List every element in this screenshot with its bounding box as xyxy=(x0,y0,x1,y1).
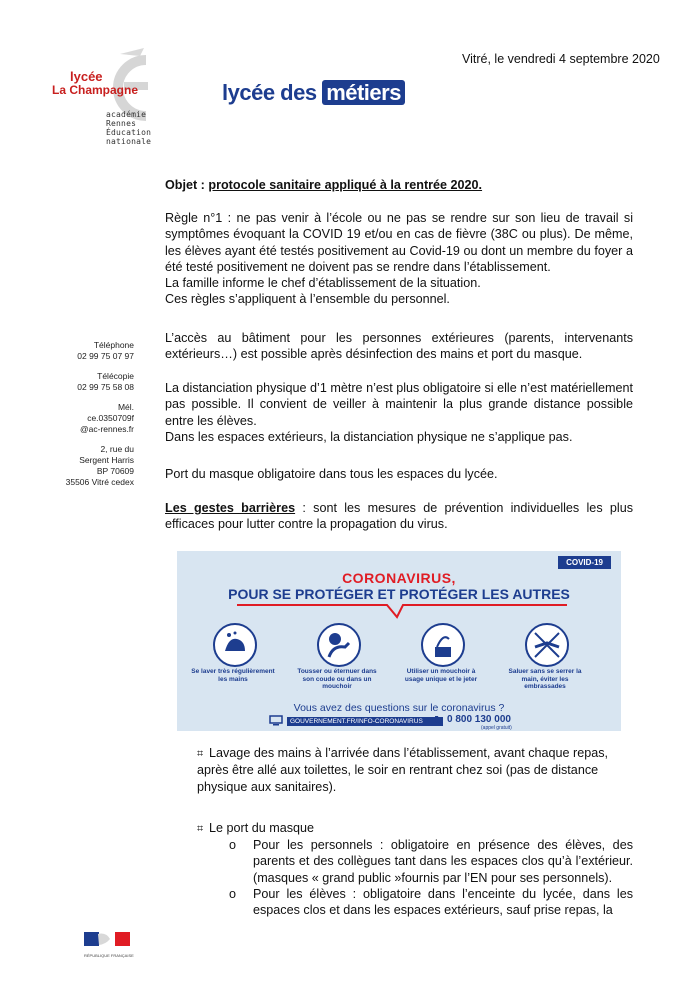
bullet-mask xyxy=(197,820,633,837)
mail-line1: ce.0350709f xyxy=(87,413,134,423)
distance-block xyxy=(165,380,633,445)
speech-line-icon xyxy=(237,603,567,619)
bullet-handwash xyxy=(197,745,633,795)
infographic-phone-note: (appel gratuit) xyxy=(481,725,512,731)
gestures-text: : sont les mesures de prévention individuelles les plus efficaces pour lutter contre la propagation du virus. xyxy=(165,501,634,532)
mask-sub-list xyxy=(229,837,633,918)
no-handshake-icon xyxy=(525,623,569,667)
metiers-logo-part2: métiers xyxy=(322,80,405,105)
french-flag-icon xyxy=(84,930,130,948)
lycee-des-metiers-logo xyxy=(222,70,408,120)
fax-label: Télécopie xyxy=(97,371,134,381)
logo-sub: académie Rennes Éducation nationale xyxy=(106,110,152,146)
rule1-text: Règle n°1 : ne pas venir à l’école ou ne pas se rendre sur son lieu de travail si symptômes évoquant la COVID 19 et/ou en cas de fièvre (38C ou plus). De même, les élèves ayant été testés positivement au Covid-19 ou dont un membre du foyer a été testé positivement ne doivent pas se rendre dans l’établissement. xyxy=(165,211,633,274)
item-label-cough: Tousser ou éternuer dans son coude ou dans un mouchoir xyxy=(297,668,377,690)
bullet-mask-text: Le port du masque xyxy=(209,821,315,835)
sub-item-students-text: Pour les élèves : obligatoire dans l’enceinte du lycée, dans les espaces clos et dans les espaces extérieurs, sauf prise repas, la xyxy=(253,886,633,918)
access-paragraph: L’accès au bâtiment pour les personnes extérieures (parents, intervenants extérieurs…) est possible après désinfection des mains et port du masque. xyxy=(165,331,633,362)
item-label-tissue: Utiliser un mouchoir à usage unique et le jeter xyxy=(404,668,478,683)
mail-label: Mél. xyxy=(117,402,134,412)
circle-bullet-icon: o xyxy=(229,838,237,852)
phone-icon xyxy=(433,715,444,727)
letter-date: Vitré, le vendredi 4 septembre 2020 xyxy=(462,52,660,66)
tissue-icon xyxy=(421,623,465,667)
infographic-phone: 0 800 130 000 xyxy=(447,714,511,725)
address-line4: 35506 Vitré cedex xyxy=(65,477,134,487)
fax-number: 02 99 75 58 08 xyxy=(77,382,134,392)
gestures-paragraph xyxy=(165,500,633,533)
covid-tag: COVID-19 xyxy=(558,556,611,569)
object-label: Objet : xyxy=(165,178,209,192)
phone-label: Téléphone xyxy=(93,340,134,350)
rule1-staff: Ces règles s’appliquent à l’ensemble du personnel. xyxy=(165,292,450,307)
object-text: protocole sanitaire appliqué à la rentrée 2020. xyxy=(208,178,483,192)
lycee-la-champagne-logo xyxy=(52,48,157,163)
mail-line2: @ac-rennes.fr xyxy=(80,424,134,434)
infographic-title1: CORONAVIRUS, xyxy=(342,570,456,586)
marianne-logo xyxy=(84,930,134,956)
rule1-family: La famille informe le chef d’établissement de la situation. xyxy=(165,276,481,291)
address-line2: Sergent Harris xyxy=(79,455,134,465)
metiers-logo-part1: lycée des xyxy=(222,80,323,105)
sub-item-staff-text: Pour les personnels : obligatoire en présence des élèves, des parents et des collègues tant dans les espaces clos qu’à l’extérieur. (masques « grand public »fournis par l’EN pour ses personnels). xyxy=(253,838,633,885)
covid-infographic xyxy=(177,551,621,731)
bullet-handwash-text: Lavage des mains à l’arrivée dans l’établissement, avant chaque repas, après être allé aux toilettes, le soir en rentrant chez soi (pas de distance physique aux sanitaires). xyxy=(197,746,609,794)
computer-icon xyxy=(269,715,283,726)
marianne-text: RÉPUBLIQUE FRANÇAISE xyxy=(84,953,134,958)
distance-outdoor: Dans les espaces extérieurs, la distanciation physique ne s’applique pas. xyxy=(165,429,573,444)
circle-bullet-icon: o xyxy=(229,886,237,901)
rule1-block xyxy=(165,210,633,308)
address-line3: BP 70609 xyxy=(96,466,134,476)
sub-item-students xyxy=(229,886,633,919)
contact-block xyxy=(20,340,134,488)
mask-paragraph: Port du masque obligatoire dans tous les espaces du lycée. xyxy=(165,467,498,481)
infographic-question: Vous avez des questions sur le coronavirus ? xyxy=(293,702,505,714)
logo-line2: La Champagne xyxy=(52,83,139,97)
sub-item-staff xyxy=(229,837,633,886)
square-bullet-icon: ⌗ xyxy=(197,748,204,760)
infographic-url: GOUVERNEMENT.FR/INFO-CORONAVIRUS xyxy=(287,717,443,726)
phone-number: 02 99 75 07 97 xyxy=(77,351,134,361)
item-label-greeting: Saluer sans se serrer la main, éviter les embrassades xyxy=(508,668,582,690)
gestures-label: Les gestes barrières xyxy=(165,501,296,515)
item-label-handwash: Se laver très régulièrement les mains xyxy=(191,668,275,683)
hand-wash-icon xyxy=(213,623,257,667)
logo-line1: lycée xyxy=(70,69,103,84)
square-bullet-icon: ⌗ xyxy=(197,823,204,835)
cough-elbow-icon xyxy=(317,623,361,667)
letter-object xyxy=(165,177,633,193)
distance-text: La distanciation physique d’1 mètre n’est plus obligatoire si elle n’est matériellement pas possible. Il convient de veiller à maintenir la plus grande distance possible entre les élèves. xyxy=(165,381,633,428)
address-line1: 2, rue du xyxy=(100,444,134,454)
infographic-title2: POUR SE PROTÉGER ET PROTÉGER LES AUTRES xyxy=(228,586,570,602)
